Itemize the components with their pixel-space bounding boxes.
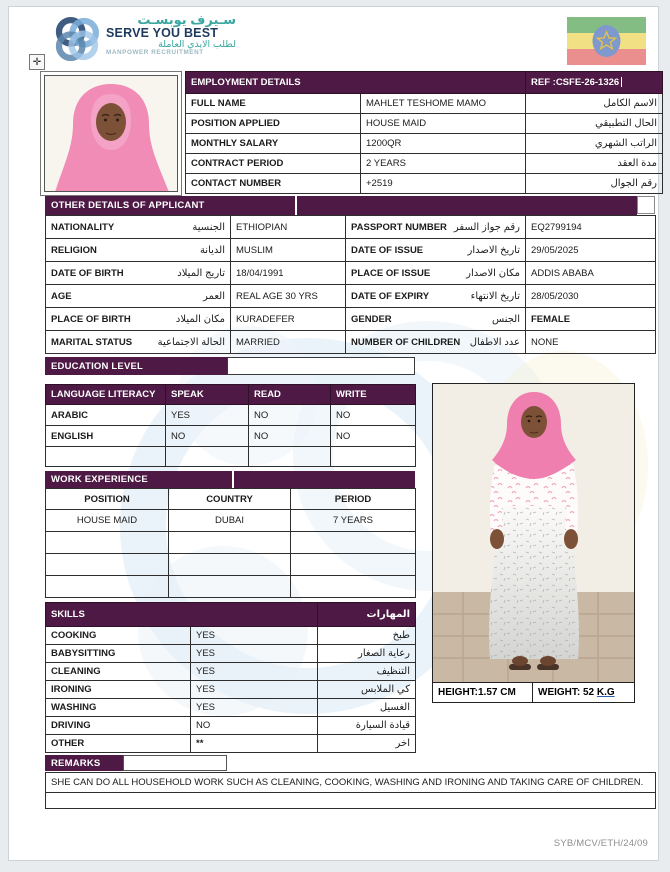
cleaning-arabic: التنظيف xyxy=(318,663,416,681)
work-empty-cell[interactable] xyxy=(46,532,169,554)
date-of-issue-value[interactable]: 29/05/2025 xyxy=(526,239,656,262)
employment-details-table xyxy=(185,71,663,194)
other-details-header: OTHER DETAILS OF APPLICANT xyxy=(45,196,637,215)
employment-title: EMPLOYMENT DETAILS xyxy=(186,72,526,94)
babysitting-value[interactable]: YES xyxy=(191,645,318,663)
nationality-label: NATIONALITY الجنسية xyxy=(46,216,231,239)
other-details-table xyxy=(45,215,656,354)
remarks-text[interactable]: SHE CAN DO ALL HOUSEHOLD WORK SUCH AS CLEANING, COOKING, WASHING AND IRONING AND TAKING CARE OF CHILDREN. xyxy=(46,773,656,793)
english-read-value[interactable]: NO xyxy=(249,426,331,447)
gender-value[interactable]: FEMALE xyxy=(526,308,656,331)
remarks-empty-row[interactable] xyxy=(46,793,656,809)
skills-title-arabic: المهارات xyxy=(318,603,416,627)
place-of-issue-value[interactable]: ADDIS ABABA xyxy=(526,262,656,285)
remarks-header: REMARKS xyxy=(45,755,123,771)
country-header: COUNTRY xyxy=(169,489,291,510)
work-experience-header: WORK EXPERIENCE xyxy=(45,471,415,488)
ironing-value[interactable]: YES xyxy=(191,681,318,699)
agency-logo-text xyxy=(106,13,236,56)
education-level-header: EDUCATION LEVEL xyxy=(45,357,227,375)
cleaning-label: CLEANING xyxy=(46,663,191,681)
marital-status-label: MARITAL STATUS الحالة الاجتماعية xyxy=(46,331,231,354)
contact-number-label: CONTACT NUMBER xyxy=(186,174,361,194)
work-empty-cell[interactable] xyxy=(291,554,416,576)
language-literacy-table xyxy=(45,384,416,467)
speak-header: SPEAK xyxy=(166,385,249,405)
remarks-table xyxy=(45,772,656,809)
contact-number-arabic: رقم الجوال xyxy=(526,174,663,194)
work-empty-cell[interactable] xyxy=(46,576,169,598)
position-applied-label: POSITION APPLIED xyxy=(186,114,361,134)
marital-status-value[interactable]: MARRIED xyxy=(231,331,346,354)
number-of-children-label: NUMBER OF CHILDREN عدد الاطفال xyxy=(346,331,526,354)
cleaning-value[interactable]: YES xyxy=(191,663,318,681)
work-empty-cell[interactable] xyxy=(291,532,416,554)
religion-value[interactable]: MUSLIM xyxy=(231,239,346,262)
contract-period-arabic: مدة العقد xyxy=(526,154,663,174)
table-resize-box[interactable] xyxy=(637,196,655,214)
monthly-salary-label: MONTHLY SALARY xyxy=(186,134,361,154)
height-weight-row xyxy=(433,682,634,702)
other-skill-arabic: اخر xyxy=(318,735,416,753)
babysitting-label: BABYSITTING xyxy=(46,645,191,663)
date-of-issue-label: DATE OF ISSUE تاريخ الاصدار xyxy=(346,239,526,262)
work-country-value[interactable]: DUBAI xyxy=(169,510,291,532)
passport-number-value[interactable]: EQ2799194 xyxy=(526,216,656,239)
education-level-value[interactable] xyxy=(227,357,415,375)
document-code: SYB/MCV/ETH/24/09 xyxy=(553,838,648,849)
work-experience-table xyxy=(45,488,416,598)
place-of-birth-value[interactable]: KURADEFER xyxy=(231,308,346,331)
applicant-fullbody-photo[interactable] xyxy=(432,383,635,703)
work-position-value[interactable]: HOUSE MAID xyxy=(46,510,169,532)
work-period-value[interactable]: 7 YEARS xyxy=(291,510,416,532)
full-name-arabic: الاسم الكامل xyxy=(526,94,663,114)
work-empty-cell[interactable] xyxy=(169,554,291,576)
arabic-speak-value[interactable]: YES xyxy=(166,405,249,426)
number-of-children-value[interactable]: NONE xyxy=(526,331,656,354)
position-applied-value[interactable]: HOUSE MAID xyxy=(361,114,526,134)
washing-value[interactable]: YES xyxy=(191,699,318,717)
agency-logo-icon xyxy=(50,12,104,66)
position-header: POSITION xyxy=(46,489,169,510)
date-of-expiry-label: DATE OF EXPIRY تاريخ الانتهاء xyxy=(346,285,526,308)
contract-period-label: CONTRACT PERIOD xyxy=(186,154,361,174)
driving-label: DRIVING xyxy=(46,717,191,735)
skills-table xyxy=(45,602,416,753)
cooking-value[interactable]: YES xyxy=(191,627,318,645)
arabic-write-value[interactable]: NO xyxy=(331,405,416,426)
skills-title: SKILLS xyxy=(46,603,318,627)
cell-divider xyxy=(295,196,297,215)
agency-tagline: MANPOWER RECRUITMENT xyxy=(106,48,204,56)
full-name-value[interactable]: MAHLET TESHOME MAMO xyxy=(361,94,526,114)
agency-name: SERVE YOU BEST xyxy=(106,25,219,40)
employment-ref[interactable]: REF :CSFE-26-1326 xyxy=(526,72,663,94)
work-empty-cell[interactable] xyxy=(46,554,169,576)
nationality-value[interactable]: ETHIOPIAN xyxy=(231,216,346,239)
position-applied-arabic: الحال التطبيقي xyxy=(526,114,663,134)
washing-label: WASHING xyxy=(46,699,191,717)
language-literacy-header: LANGUAGE LITERACY xyxy=(46,385,166,405)
other-skill-label: OTHER xyxy=(46,735,191,753)
religion-label: RELIGION الديانة xyxy=(46,239,231,262)
monthly-salary-arabic: الراتب الشهري xyxy=(526,134,663,154)
babysitting-arabic: رعاية الصغار xyxy=(318,645,416,663)
ironing-label: IRONING xyxy=(46,681,191,699)
ethiopia-flag xyxy=(567,17,646,65)
cooking-arabic: طبخ xyxy=(318,627,416,645)
cooking-label: COOKING xyxy=(46,627,191,645)
language-empty-cell[interactable] xyxy=(331,447,416,467)
table-move-handle-icon[interactable]: ✛ xyxy=(29,54,45,70)
applicant-portrait-photo[interactable] xyxy=(40,71,182,196)
ironing-arabic: كي الملابس xyxy=(318,681,416,699)
cell-divider xyxy=(232,471,234,488)
gender-label: GENDER الجنس xyxy=(346,308,526,331)
date-of-expiry-value[interactable]: 28/05/2030 xyxy=(526,285,656,308)
english-write-value[interactable]: NO xyxy=(331,426,416,447)
age-value[interactable]: REAL AGE 30 YRS xyxy=(231,285,346,308)
work-empty-cell[interactable] xyxy=(169,532,291,554)
agency-arabic-tagline: لطلب الايدي العاملة xyxy=(158,38,236,50)
contact-number-value[interactable]: +2519 xyxy=(361,174,526,194)
language-empty-cell[interactable] xyxy=(46,447,166,467)
other-skill-value[interactable]: ** xyxy=(191,735,318,753)
driving-arabic: قيادة السيارة xyxy=(318,717,416,735)
period-header: PERIOD xyxy=(291,489,416,510)
language-empty-cell[interactable] xyxy=(166,447,249,467)
height-value[interactable]: HEIGHT:1.57 CM xyxy=(433,683,533,702)
place-of-birth-label: PLACE OF BIRTH مكان الميلاد xyxy=(46,308,231,331)
read-header: READ xyxy=(249,385,331,405)
washing-arabic: الغسيل xyxy=(318,699,416,717)
full-name-label: FULL NAME xyxy=(186,94,361,114)
english-speak-value[interactable]: NO xyxy=(166,426,249,447)
driving-value[interactable]: NO xyxy=(191,717,318,735)
arabic-read-value[interactable]: NO xyxy=(249,405,331,426)
write-header: WRITE xyxy=(331,385,416,405)
work-empty-cell[interactable] xyxy=(291,576,416,598)
contract-period-value[interactable]: 2 YEARS xyxy=(361,154,526,174)
work-empty-cell[interactable] xyxy=(169,576,291,598)
weight-value[interactable]: WEIGHT: 52 K.G xyxy=(538,687,615,698)
language-arabic-label: ARABIC xyxy=(46,405,166,426)
passport-number-label: PASSPORT NUMBER رقم جواز السفر xyxy=(346,216,526,239)
monthly-salary-value[interactable]: 1200QR xyxy=(361,134,526,154)
date-of-birth-value[interactable]: 18/04/1991 xyxy=(231,262,346,285)
language-empty-cell[interactable] xyxy=(249,447,331,467)
remarks-header-empty-cell xyxy=(123,755,227,771)
agency-arabic-name: سـيرف يوبسـت xyxy=(137,12,236,27)
text-cursor xyxy=(621,77,622,87)
place-of-issue-label: PLACE OF ISSUE مكان الاصدار xyxy=(346,262,526,285)
age-label: AGE العمر xyxy=(46,285,231,308)
language-english-label: ENGLISH xyxy=(46,426,166,447)
date-of-birth-label: DATE OF BIRTH تاريج الميلاد xyxy=(46,262,231,285)
